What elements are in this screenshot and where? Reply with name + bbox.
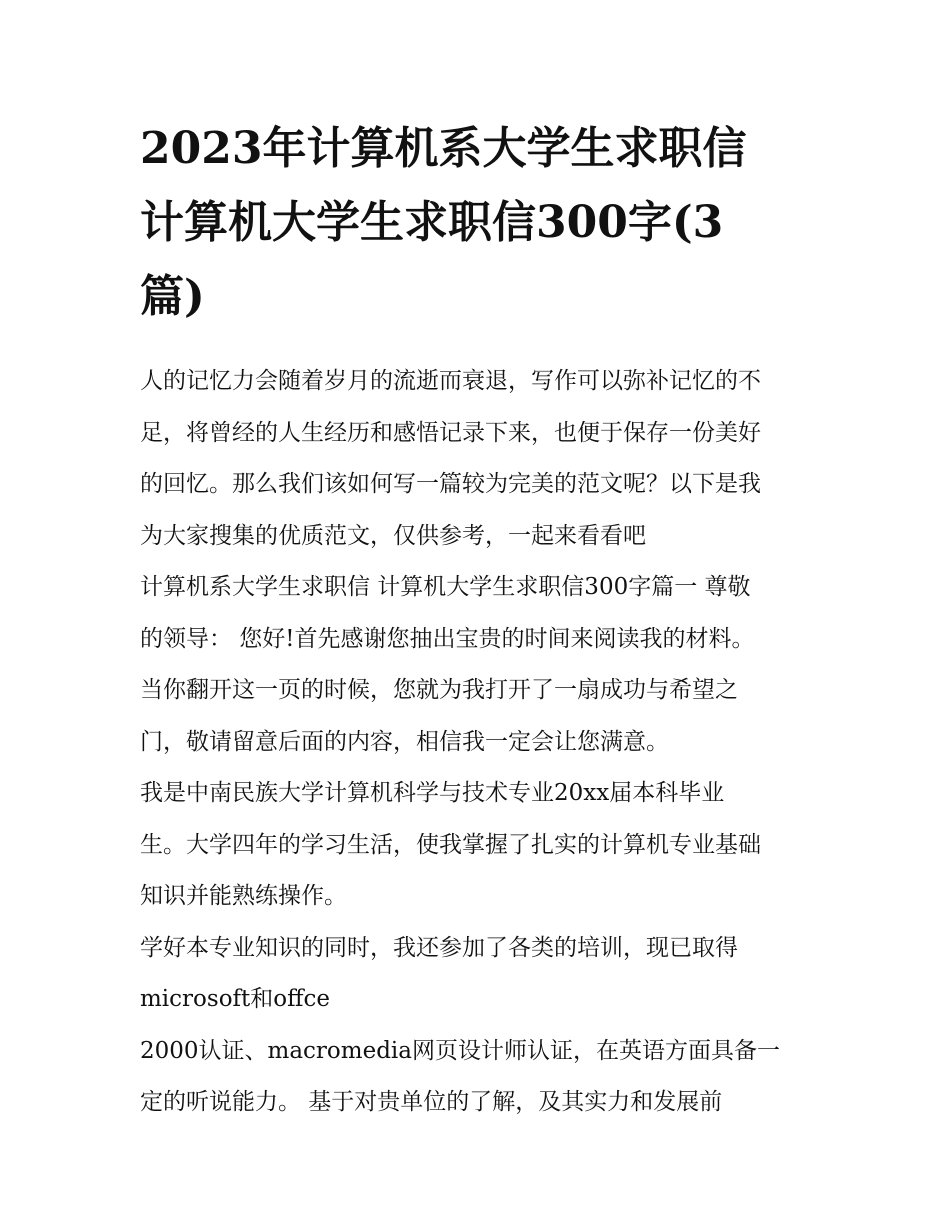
body-line: 我是中南民族大学计算机科学与技术专业20xx届本科毕业: [140, 780, 725, 806]
document-title: [140, 112, 820, 334]
title-line: 篇): [140, 271, 205, 322]
body-line: 定的听说能力。 基于对贵单位的了解，及其实力和发展前: [140, 1089, 723, 1115]
body-line: 2000认证、macromedia网页设计师认证，在英语方面具备一: [140, 1037, 780, 1064]
body-line: 计算机系大学生求职信 计算机大学生求职信300字篇一 尊敬: [140, 574, 751, 600]
body-line: 为大家搜集的优质范文，仅供参考，一起来看看吧: [140, 522, 646, 549]
body-line: 生。大学四年的学习生活，使我掌握了扎实的计算机专业基础: [140, 831, 761, 858]
body-line: 的领导： 您好!首先感谢您抽出宝贵的时间来阅读我的材料。: [140, 625, 755, 652]
body-line: 当你翻开这一页的时候，您就为我打开了一扇成功与希望之: [140, 677, 738, 703]
body-line: 门，敬请留意后面的内容，相信我一定会让您满意。: [140, 728, 669, 755]
body-line: 学好本专业知识的同时，我还参加了各类的培训，现已取得: [140, 934, 738, 961]
body-line: 的回忆。那么我们该如何写一篇较为完美的范文呢？以下是我: [140, 471, 761, 497]
body-line: 足，将曾经的人生经历和感悟记录下来，也便于保存一份美好: [140, 419, 761, 446]
body-line: 知识并能熟练操作。: [140, 883, 347, 909]
body-line: 人的记忆力会随着岁月的流逝而衰退，写作可以弥补记忆的不: [140, 368, 761, 394]
title-line: 计算机大学生求职信300字(3: [140, 197, 724, 248]
document-body: [140, 356, 830, 1129]
title-line: 2023年计算机系大学生求职信: [140, 123, 747, 174]
body-line: microsoft和offce: [140, 986, 330, 1012]
